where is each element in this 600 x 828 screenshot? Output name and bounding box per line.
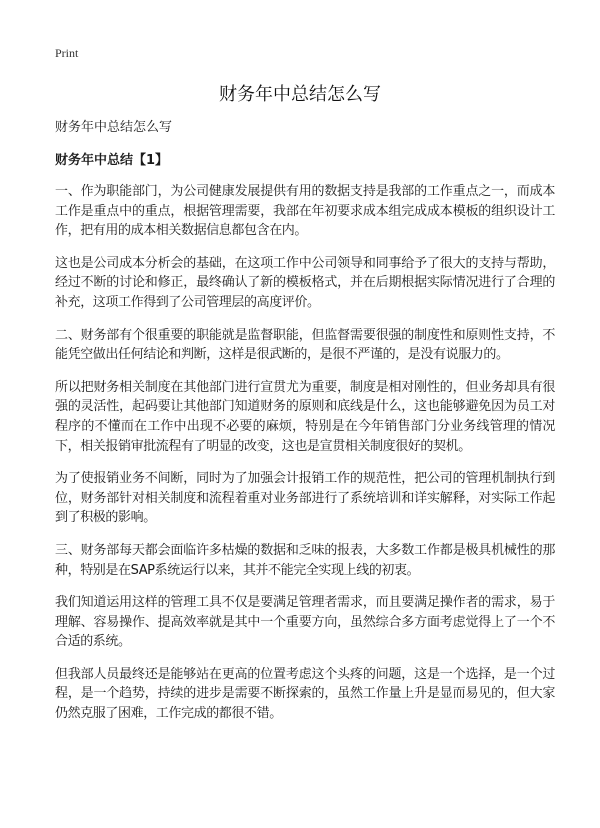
section-heading: 财务年中总结【1】 (55, 153, 169, 168)
paragraph-8: 但我部人员最终还是能够站在更高的位置考虑这个头疼的问题，这是一个选择，是一个过程，是一个趋势，持续的进步是需要不断探索的，虽然工作量上升是显而易见的，但大家仍然克服了困难，工作完成的都很不错。 (55, 666, 555, 722)
paragraph-1: 一、作为职能部门，为公司健康发展提供有用的数据支持是我部的工作重点之一，而成本工作是重点中的重点，根据管理需要，我部在年初要求成本组完成成本模板的组织设计工作，把有用的成本相关数据信息都包含在内。 (55, 184, 555, 239)
paragraph-5: 为了使报销业务不间断，同时为了加强会计报销工作的规范性，把公司的管理机制执行到位，财务部针对相关制度和流程着重对业务部进行了系统培训和详实解释，对实际工作起到了积极的影响。 (55, 471, 555, 526)
document-body (55, 118, 555, 737)
paragraph-2: 这也是公司成本分析会的基础，在这项工作中公司领导和同事给予了很大的支持与帮助，经过不断的讨论和修正，最终确认了新的模板格式，并在后期根据实际情况进行了合理的补充，这项工作得到了公司管理层的高度评价。 (55, 255, 555, 310)
page-title: 财务年中总结怎么写 (219, 84, 381, 105)
paragraph-7: 我们知道运用这样的管理工具不仅是要满足管理者需求，而且要满足操作者的需求，易于理解、容易操作、提高效率就是其中一个重要方向，虽然综合多方面考虑觉得上了一个不合适的系统。 (55, 595, 555, 650)
paragraph-3: 二、财务部有个很重要的职能就是监督职能，但监督需要很强的制度性和原则性支持，不能凭空做出任何结论和判断，这样是很武断的，是很不严谨的，是没有说服力的。 (55, 327, 555, 363)
paragraph-6: 三、财务部每天都会面临许多枯燥的数据和乏味的报表，大多数工作都是极具机械性的那种，特别是在SAP系统运行以来，其并不能完全实现上线的初衷。 (55, 542, 555, 578)
print-label[interactable]: Print (55, 46, 79, 60)
paragraph-4: 所以把财务相关制度在其他部门进行宣贯尤为重要，制度是相对刚性的，但业务却具有很强的灵活性，起码要让其他部门知道财务的原则和底线是什么，这也能够避免因为员工对程序的不懂而在工作中出现不必要的麻烦，特别是在今年销售部门分业务线管理的情况下，相关报销审批流程有了明显的改变，这也是宣贯相关制度很好的契机。 (55, 379, 555, 454)
document-subtitle: 财务年中总结怎么写 (55, 120, 173, 135)
